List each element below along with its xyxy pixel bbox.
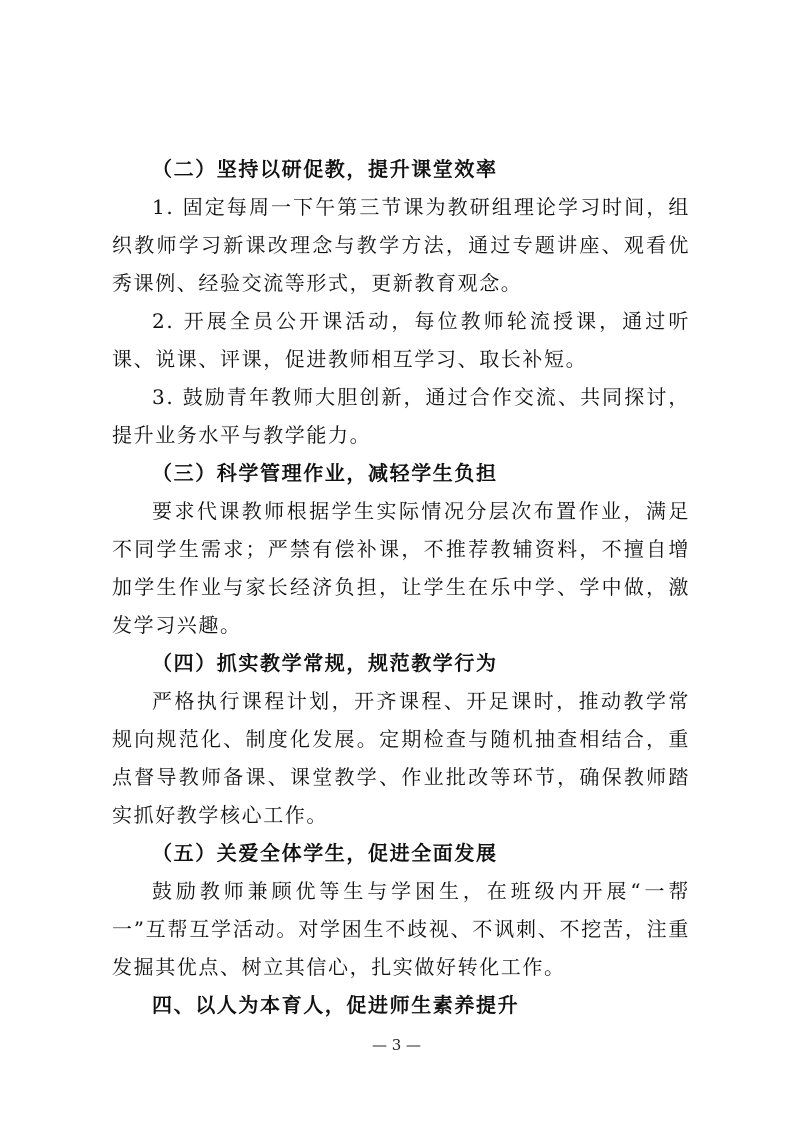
page-number: — 3 —	[371, 1036, 422, 1054]
section-heading-4: （四）抓实教学常规，规范教学行为	[152, 651, 498, 675]
paragraph-homework: 要求代课教师根据学生实际情况分层次布置作业，满足不同学生需求；严禁有偿补课，不推荐教辅资料，不擅自增加学生作业与家长经济负担，让学生在乐中学、学中做，激发学习兴趣。	[112, 499, 690, 637]
document-body	[112, 150, 690, 1024]
paragraph-routine: 严格执行课程计划，开齐课程、开足课时，推动教学常规向规范化、制度化发展。定期检查与随机抽查相结合，重点督导教师备课、课堂教学、作业批改等环节，确保教师踏实抓好教学核心工作。	[112, 689, 690, 827]
section-heading-3: （三）科学管理作业，减轻学生负担	[152, 461, 498, 485]
chapter-heading-4: 四、以人为本育人，促进师生素养提升	[152, 993, 520, 1017]
paragraph-students: 鼓励教师兼顾优等生与学困生，在班级内开展“一帮一”互帮互学活动。对学困生不歧视、不讽刺、不挖苦，注重发掘其优点、树立其信心，扎实做好转化工作。	[112, 879, 690, 979]
section-heading-2: （二）坚持以研促教，提升课堂效率	[152, 157, 498, 181]
paragraph-item-2: 2. 开展全员公开课活动，每位教师轮流授课，通过听课、说课、评课，促进教师相互学习、取长补短。	[112, 309, 690, 371]
section-heading-5: （五）关爱全体学生，促进全面发展	[152, 841, 498, 865]
paragraph-item-3: 3. 鼓励青年教师大胆创新，通过合作交流、共同探讨，提升业务水平与教学能力。	[112, 385, 690, 447]
paragraph-item-1: 1. 固定每周一下午第三节课为教研组理论学习时间，组织教师学习新课改理念与教学方法，通过专题讲座、观看优秀课例、经验交流等形式，更新教育观念。	[112, 195, 690, 295]
